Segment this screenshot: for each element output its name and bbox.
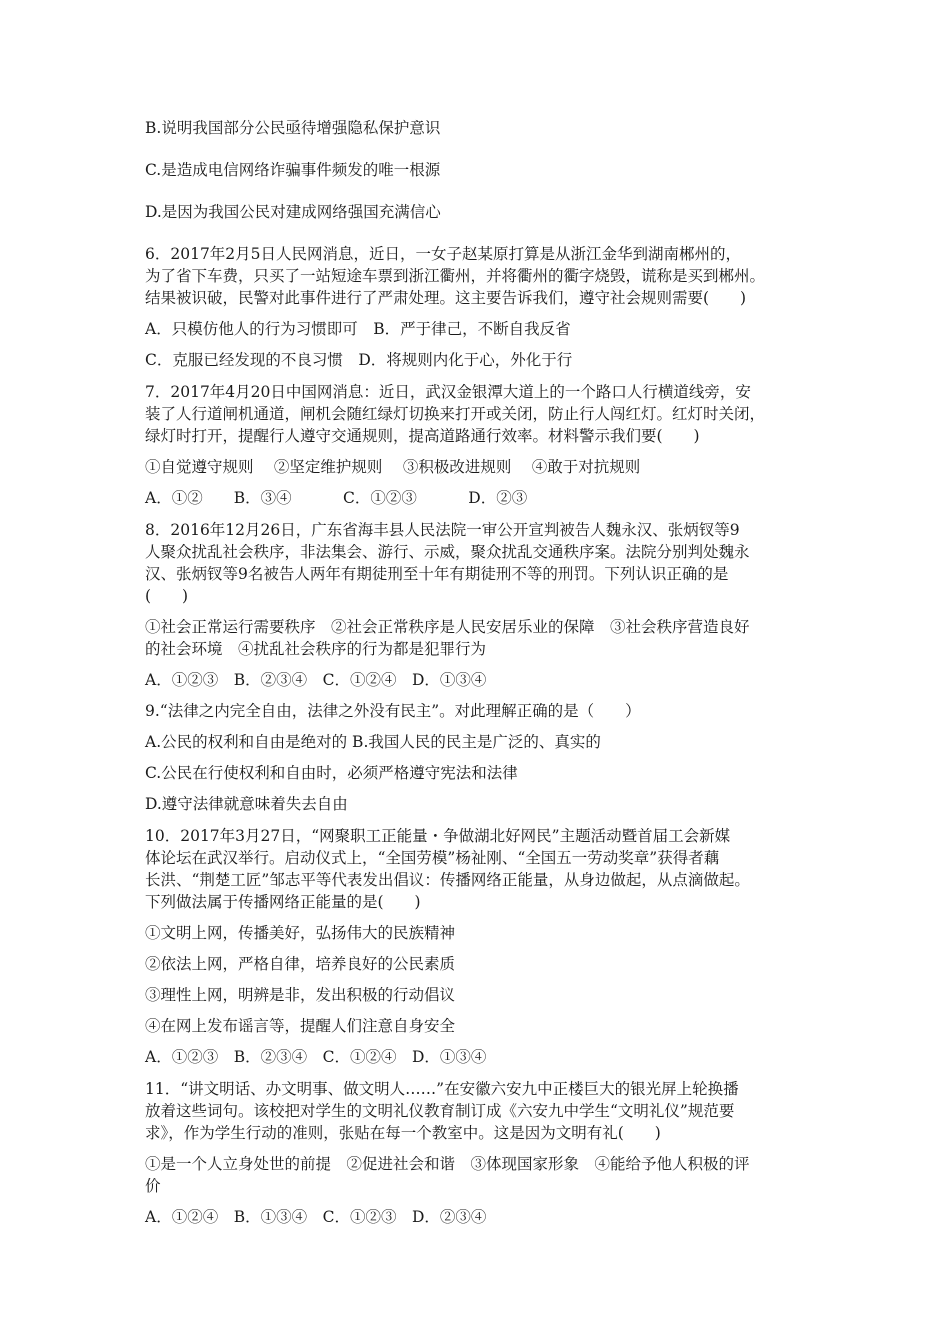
- question-10-statement-4: ④在网上发布谣言等，提醒人们注意自身安全: [145, 1017, 456, 1035]
- question-8-options: A．①②③ B．②③④ C．①②④ D．①③④: [145, 671, 487, 689]
- question-11-statements-1: ①是一个人立身处世的前提 ②促进社会和谐 ③体现国家形象 ④能给予他人积极的评: [145, 1155, 750, 1173]
- question-6-line-3: 结果被识破，民警对此事件进行了严肃处理。这主要告诉我们，遵守社会规则需要( ): [145, 289, 747, 307]
- question-8-line-4: ( ): [145, 587, 189, 605]
- question-7-statements: ①自觉遵守规则 ②坚定维护规则 ③积极改进规则 ④敢于对抗规则: [145, 458, 641, 476]
- question-6-line-1: 6．2017年2月5日人民网消息，近日，一女子赵某原打算是从浙江金华到湖南郴州的，: [145, 245, 742, 263]
- question-10-line-2: 体论坛在武汉举行。启动仪式上，“全国劳模”杨祉刚、“全国五一劳动奖章”获得者藕: [145, 849, 720, 867]
- question-7-line-3: 绿灯时打开，提醒行人遵守交通规则，提高道路通行效率。材料警示我们要( ): [145, 427, 700, 445]
- question-7-options: A．①② B．③④ C．①②③ D．②③: [145, 489, 528, 507]
- question-8-line-3: 汉、张炳钗等9名被告人两年有期徒刑至十年有期徒刑不等的刑罚。下列认识正确的是: [145, 565, 729, 583]
- question-10-line-1: 10．2017年3月27日，“网聚职工正能量・争做湖北好网民”主题活动暨首届工会新媒: [145, 827, 731, 845]
- question-8-line-1: 8．2016年12月26日，广东省海丰县人民法院一审公开宣判被告人魏永汉、张炳钗等9: [145, 521, 740, 539]
- question-10-statement-3: ③理性上网，明辨是非，发出积极的行动倡议: [145, 986, 456, 1004]
- option-5d: D.是因为我国公民对建成网络强国充满信心: [145, 203, 441, 221]
- question-6-options-ab: A．只模仿他人的行为习惯即可 B．严于律己，不断自我反省: [145, 320, 571, 338]
- question-11-statements-2: 价: [145, 1177, 161, 1195]
- question-10-options: A．①②③ B．②③④ C．①②④ D．①③④: [145, 1048, 487, 1066]
- question-7-line-2: 装了人行道闸机通道，闸机会随红绿灯切换来打开或关闭，防止行人闯红灯。红灯时关闭，: [145, 405, 766, 423]
- question-8-statements-2: 的社会环境 ④扰乱社会秩序的行为都是犯罪行为: [145, 640, 487, 658]
- question-10-statement-1: ①文明上网，传播美好，弘扬伟大的民族精神: [145, 924, 456, 942]
- question-8-statements-1: ①社会正常运行需要秩序 ②社会正常秩序是人民安居乐业的保障 ③社会秩序营造良好: [145, 618, 750, 636]
- question-7-line-1: 7．2017年4月20日中国网消息：近日，武汉金银潭大道上的一个路口人行横道线旁，安: [145, 383, 751, 401]
- question-11-line-3: 求》，作为学生行动的准则，张贴在每一个教室中。这是因为文明有礼( ): [145, 1124, 661, 1142]
- question-11-line-1: 11．“讲文明话、办文明事、做文明人……”在安徽六安九中正楼巨大的银光屏上轮换播: [145, 1080, 739, 1098]
- question-9-option-d: D.遵守法律就意味着失去自由: [145, 795, 348, 813]
- question-11-options: A．①②④ B．①③④ C．①②③ D．②③④: [145, 1208, 487, 1226]
- question-9-stem: 9.“法律之内完全自由，法律之外没有民主”。对此理解正确的是（ ）: [145, 702, 641, 720]
- question-9-option-c: C.公民在行使权利和自由时，必须严格遵守宪法和法律: [145, 764, 518, 782]
- question-6-options-cd: C．克服已经发现的不良习惯 D．将规则内化于心，外化于行: [145, 351, 573, 369]
- option-5b: B.说明我国部分公民亟待增强隐私保护意识: [145, 119, 441, 137]
- question-6-line-2: 为了省下车费，只买了一站短途车票到浙江衢州，并将衢州的衢字烧毁，谎称是买到郴州。: [145, 267, 766, 285]
- question-8-line-2: 人聚众扰乱社会秩序，非法集会、游行、示威，聚众扰乱交通秩序案。法院分别判处魏永: [145, 543, 750, 561]
- question-11-line-2: 放着这些词句。该校把对学生的文明礼仪教育制订成《六安九中学生“文明礼仪”规范要: [145, 1102, 735, 1120]
- question-10-line-3: 长洪、“荆楚工匠”邹志平等代表发出倡议：传播网络正能量，从身边做起，从点滴做起。: [145, 871, 750, 889]
- question-9-options-ab: A.公民的权利和自由是绝对的 B.我国人民的民主是广泛的、真实的: [145, 733, 601, 751]
- question-10-statement-2: ②依法上网，严格自律，培养良好的公民素质: [145, 955, 456, 973]
- option-5c: C.是造成电信网络诈骗事件频发的唯一根源: [145, 161, 441, 179]
- question-10-line-4: 下列做法属于传播网络正能量的是( ): [145, 893, 421, 911]
